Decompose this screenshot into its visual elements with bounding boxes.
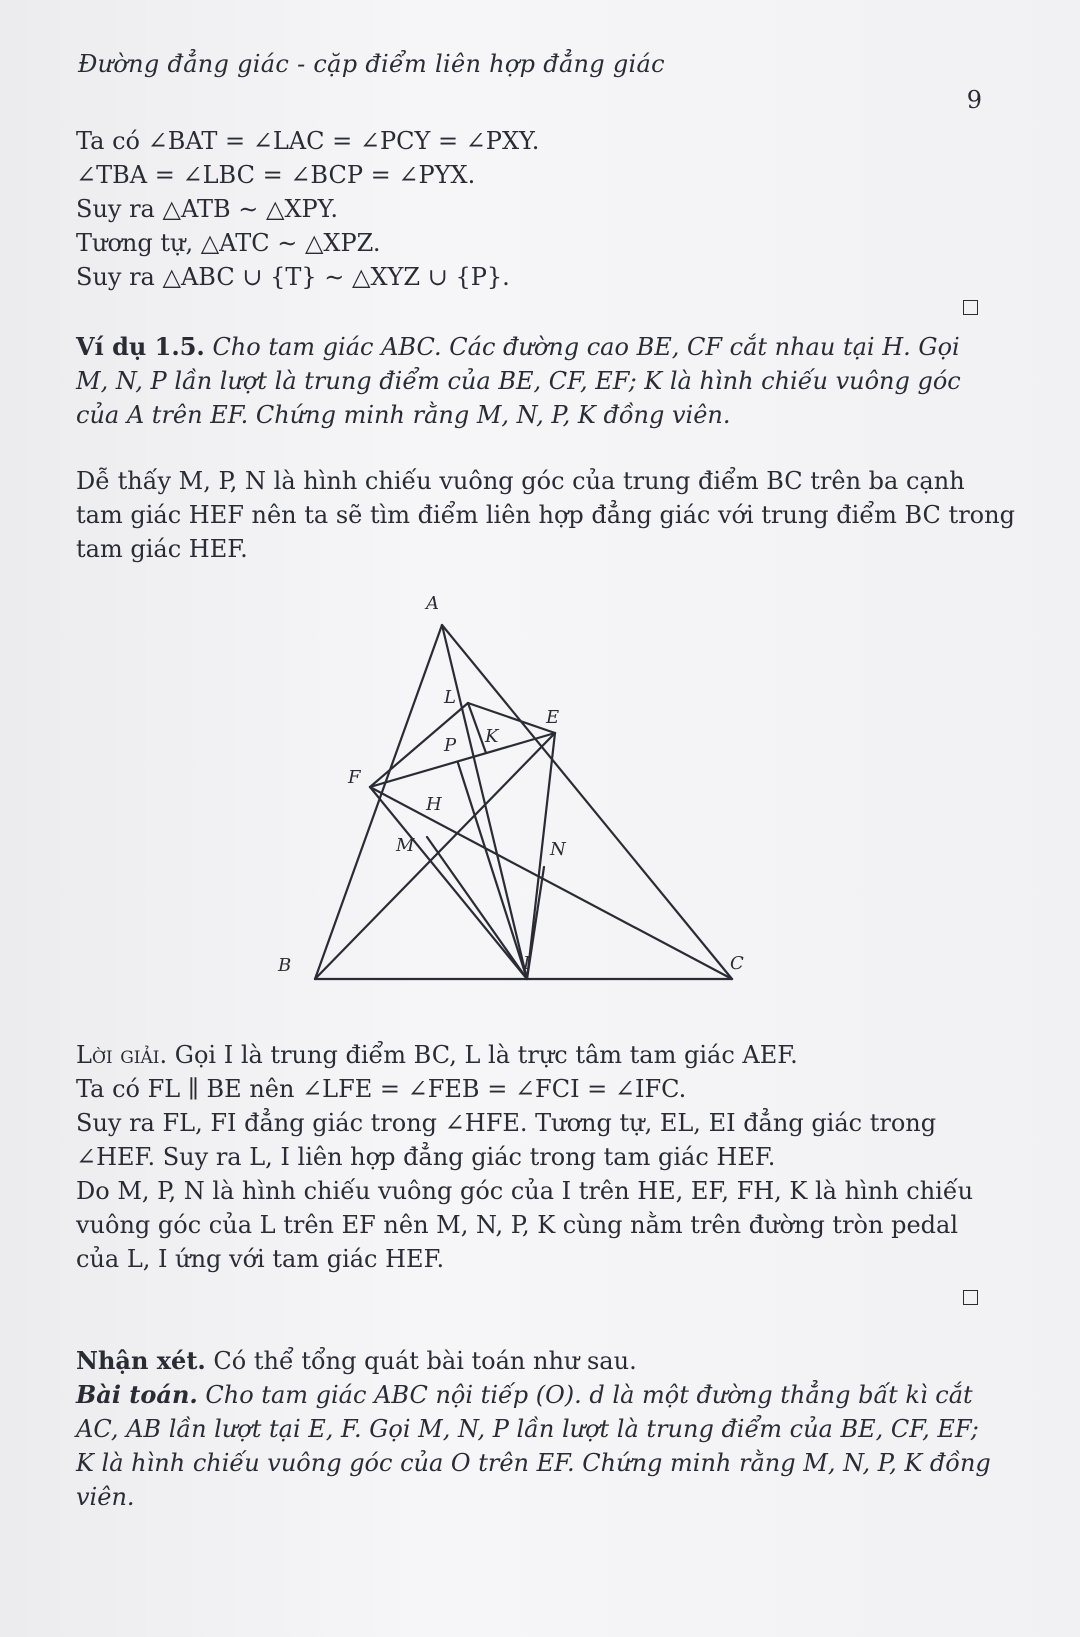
solution-block [76,1038,986,1276]
label-n: N [550,839,566,860]
remark-block [76,1344,986,1378]
observation-block [76,464,1015,566]
point-labels [277,593,744,976]
running-title: Đường đẳng giác - cặp điểm liên hợp đẳng giác [78,50,665,78]
label-e: E [546,707,560,728]
example-label: Ví dụ 1.5. [76,332,205,361]
problem-line: K là hình chiếu vuông góc của O trên EF. Chứng minh rằng M, N, P, K đồng [76,1449,991,1477]
solution-line: vuông góc của L trên EF nên M, N, P, K cùng nằm trên đường tròn pedal [76,1211,958,1239]
segment-ab [315,625,442,979]
page-number: 9 [966,86,982,114]
label-h: H [426,794,442,815]
solution-label: Lời giải. [76,1041,168,1069]
altitude-cf [370,787,732,979]
problem-block [76,1378,991,1514]
solution-line: Do M, P, N là hình chiếu vuông góc của I trên HE, EF, FH, K là hình chiếu [76,1177,974,1205]
problem-line: Cho tam giác ABC nội tiếp (O). d là một đường thẳng bất kì cắt [205,1381,973,1409]
solution-line: Gọi I là trung điểm BC, L là trực tâm tam giác AEF. [174,1041,798,1069]
label-b: B [278,955,292,976]
intro-block [76,124,986,294]
label-f: F [348,767,361,788]
example-block [76,330,986,432]
label-i: I [523,953,531,974]
geometry-figure [260,593,800,1025]
observation-line: Dễ thấy M, P, N là hình chiếu vuông góc của trung điểm BC trên ba cạnh [76,467,965,495]
segment-pi [458,763,527,979]
example-line: M, N, P lần lượt là trung điểm của BE, CF, EF; K là hình chiếu vuông góc [76,367,961,395]
segment-el [468,703,555,733]
segment-mi [427,837,527,979]
remark-text: Có thể tổng quát bài toán như sau. [213,1347,637,1375]
intro-line: Suy ra △ABC ∪ {T} ∼ △XYZ ∪ {P}. [76,263,510,291]
problem-label: Bài toán. [76,1380,198,1409]
solution-line: Suy ra FL, FI đẳng giác trong ∠HFE. Tương tự, EL, EI đẳng giác trong [76,1109,937,1137]
label-m: M [396,835,415,856]
geometry-diagram [260,593,800,1025]
qed-square [963,1290,978,1305]
intro-line: ∠TBA = ∠LBC = ∠BCP = ∠PYX. [76,161,476,189]
label-c: C [730,953,744,974]
label-p: P [444,735,457,756]
problem-line: viên. [76,1483,135,1511]
intro-line: Ta có ∠BAT = ∠LAC = ∠PCY = ∠PXY. [76,127,540,155]
problem-line: AC, AB lần lượt tại E, F. Gọi M, N, P lần lượt là trung điểm của BE, CF, EF; [76,1415,979,1443]
example-line: của A trên EF. Chứng minh rằng M, N, P, K đồng viên. [76,401,731,429]
observation-line: tam giác HEF nên ta sẽ tìm điểm liên hợp đẳng giác với trung điểm BC trong [76,501,1015,529]
example-line: Cho tam giác ABC. Các đường cao BE, CF cắt nhau tại H. Gọi [212,333,960,361]
remark-label: Nhận xét. [76,1346,206,1375]
label-k: K [485,726,499,747]
solution-line: của L, I ứng với tam giác HEF. [76,1245,445,1273]
intro-line: Suy ra △ATB ∼ △XPY. [76,195,339,223]
label-a: A [426,593,439,614]
solution-line: Ta có FL ∥ BE nên ∠LFE = ∠FEB = ∠FCI = ∠IFC. [76,1075,687,1103]
qed-square [963,300,978,315]
solution-line: ∠HEF. Suy ra L, I liên hợp đẳng giác trong tam giác HEF. [76,1143,776,1171]
label-l: L [444,687,456,708]
intro-line: Tương tự, △ATC ∼ △XPZ. [76,229,381,257]
observation-line: tam giác HEF. [76,535,248,563]
